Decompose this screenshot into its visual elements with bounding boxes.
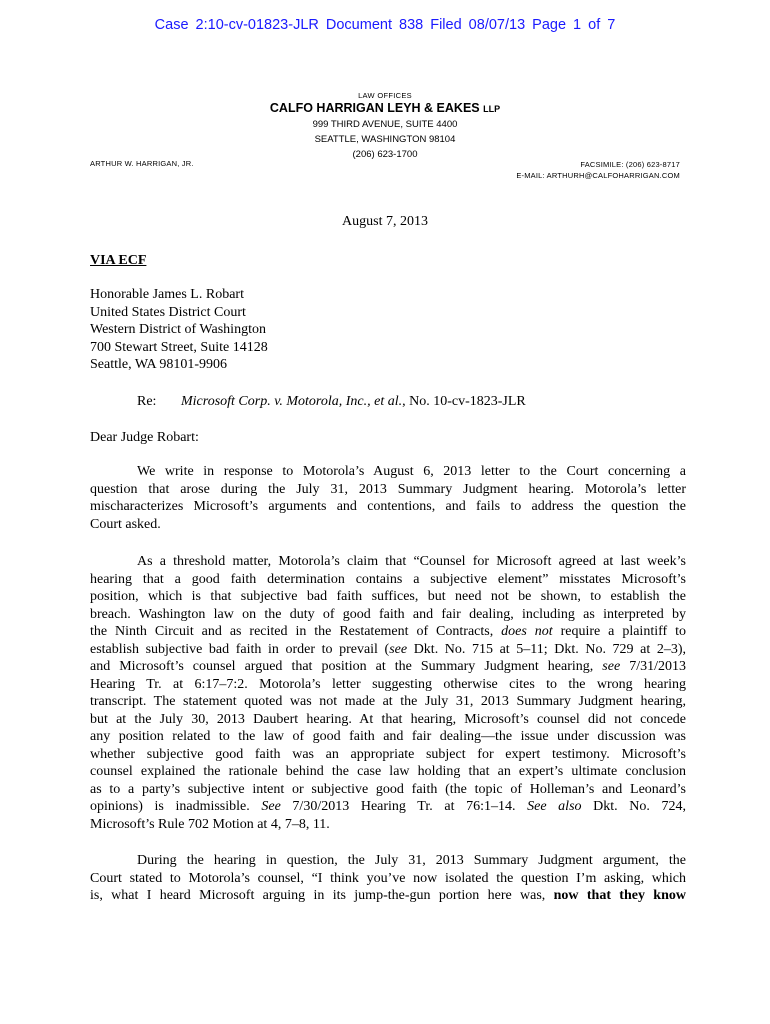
text-run: and Microsoft’s counsel argued that position at the Summary Judgment hearing, xyxy=(90,659,603,674)
law-offices-label: LAW OFFICES xyxy=(358,91,412,100)
text-line: whether subjective good faith was an appropriate subject for expert testimony. Microsoft’s xyxy=(90,746,686,762)
recipient-line: Western District of Washington xyxy=(90,322,266,337)
text-run: opinions) is inadmissible. xyxy=(90,799,262,814)
recipient-line: Honorable James L. Robart xyxy=(90,287,244,302)
text-run: is, what I heard Microsoft arguing in its jump-the-gun portion here was, xyxy=(90,888,554,903)
firm-name xyxy=(0,101,770,115)
text-line: position, which is that subjective bad faith suffices, but need not be shown, to establish the xyxy=(90,589,686,604)
text-line xyxy=(90,623,686,641)
case-number: , No. 10-cv-1823-JLR xyxy=(402,394,526,409)
email: E-MAIL: ARTHURH@CALFOHARRIGAN.COM xyxy=(516,171,680,180)
text-line: During the hearing in question, the July 31, 2013 Summary Judgment argument, the xyxy=(137,853,686,868)
text-run: 7/30/2013 Hearing Tr. at 76:1–14. xyxy=(280,799,528,814)
emphasis: See xyxy=(261,799,281,814)
text-run: establish subjective bad faith in order to prevail ( xyxy=(90,641,390,657)
re-label: Re: xyxy=(137,394,157,409)
text-line: Hearing Tr. at 6:17–7:2. Motorola’s letter suggesting otherwise cites to the wrong hearing xyxy=(90,676,686,692)
text-line: Court stated to Motorola’s counsel, “I think you’ve now isolated the question I’m asking, which xyxy=(90,870,686,886)
emphasis: See also xyxy=(527,799,582,814)
text-line xyxy=(90,798,686,816)
bold-emphasis: now that they know xyxy=(553,888,686,903)
text-line xyxy=(90,887,686,905)
text-line: any position related to the law of good faith and fair dealing—the issue under discussion was xyxy=(90,729,686,744)
text-line: transcript. The statement quoted was not made at the July 31, 2013 Summary Judgment hearing, xyxy=(90,694,686,709)
recipient-line: United States District Court xyxy=(90,304,246,320)
text-line: mischaracterizes Microsoft’s arguments and contentions, and fails to address the question the xyxy=(90,499,686,514)
text-line xyxy=(90,641,686,659)
text-line: counsel explained the rationale behind the case law holding that an expert’s ultimate conclusion xyxy=(90,764,686,779)
text-line xyxy=(90,658,686,676)
recipient-line: Seattle, WA 98101-9906 xyxy=(90,357,228,372)
text-run: require a plaintiff to xyxy=(552,624,686,639)
text-line: We write in response to Motorola’s August 6, 2013 letter to the Court concerning a xyxy=(137,464,686,479)
recipient-address xyxy=(90,286,268,374)
case-header-stamp: Case 2:10-cv-01823-JLR Document 838 Filed 08/07/13 Page 1 of 7 xyxy=(154,17,616,33)
emphasis: see xyxy=(602,659,621,674)
firm-address-line1: 999 THIRD AVENUE, SUITE 4400 xyxy=(312,119,458,130)
attorney-name: ARTHUR W. HARRIGAN, JR. xyxy=(90,159,194,168)
firm-contact xyxy=(516,159,680,181)
firm-suffix: LLP xyxy=(483,104,501,114)
recipient-line: 700 Stewart Street, Suite 14128 xyxy=(90,339,268,355)
text-run: Dkt. No. 715 at 5–11; Dkt. No. 729 at 2–3), xyxy=(407,641,686,657)
text-run: the Ninth Circuit and as recited in the Restatement of Contracts, xyxy=(90,624,502,639)
delivery-method: VIA ECF xyxy=(90,253,147,268)
emphasis: see xyxy=(389,641,408,657)
paragraph-1 xyxy=(90,463,686,533)
paragraph-3 xyxy=(90,852,686,905)
text-line: question that arose during the July 31, 2013 Summary Judgment hearing. Motorola’s letter xyxy=(90,481,686,497)
paragraph-2 xyxy=(90,553,686,833)
text-line: as to a party’s subjective intent or subjective good faith (the topic of Holleman’s and Leonard’s xyxy=(90,781,686,797)
text-line: but at the July 30, 2013 Daubert hearing. At that hearing, Microsoft’s counsel did not concede xyxy=(90,711,686,727)
letter-date: August 7, 2013 xyxy=(342,214,428,229)
text-line: Court asked. xyxy=(90,516,161,532)
firm-address-line2: SEATTLE, WASHINGTON 98104 xyxy=(314,134,456,145)
text-line: breach. Washington law on the duty of good faith and fair dealing, including as interpreted by xyxy=(90,606,686,622)
text-line: Microsoft’s Rule 702 Motion at 4, 7–8, 11. xyxy=(90,816,330,832)
firm-name-text: CALFO HARRIGAN LEYH & EAKES xyxy=(269,101,480,115)
text-line: hearing that a good faith determination contains a subjective element” misstates Microsoft’s xyxy=(90,571,686,587)
facsimile: FACSIMILE: (206) 623-8717 xyxy=(580,160,680,169)
salutation: Dear Judge Robart: xyxy=(90,430,199,445)
text-line: As a threshold matter, Motorola’s claim that “Counsel for Microsoft agreed at last week’s xyxy=(137,554,686,569)
re-line xyxy=(137,394,526,410)
emphasis: does not xyxy=(501,624,553,639)
case-caption: Microsoft Corp. v. Motorola, Inc., et al. xyxy=(181,394,403,409)
text-run: Dkt. No. 724, xyxy=(581,799,686,814)
text-run: 7/31/2013 xyxy=(620,659,686,674)
firm-phone: (206) 623-1700 xyxy=(352,149,418,160)
